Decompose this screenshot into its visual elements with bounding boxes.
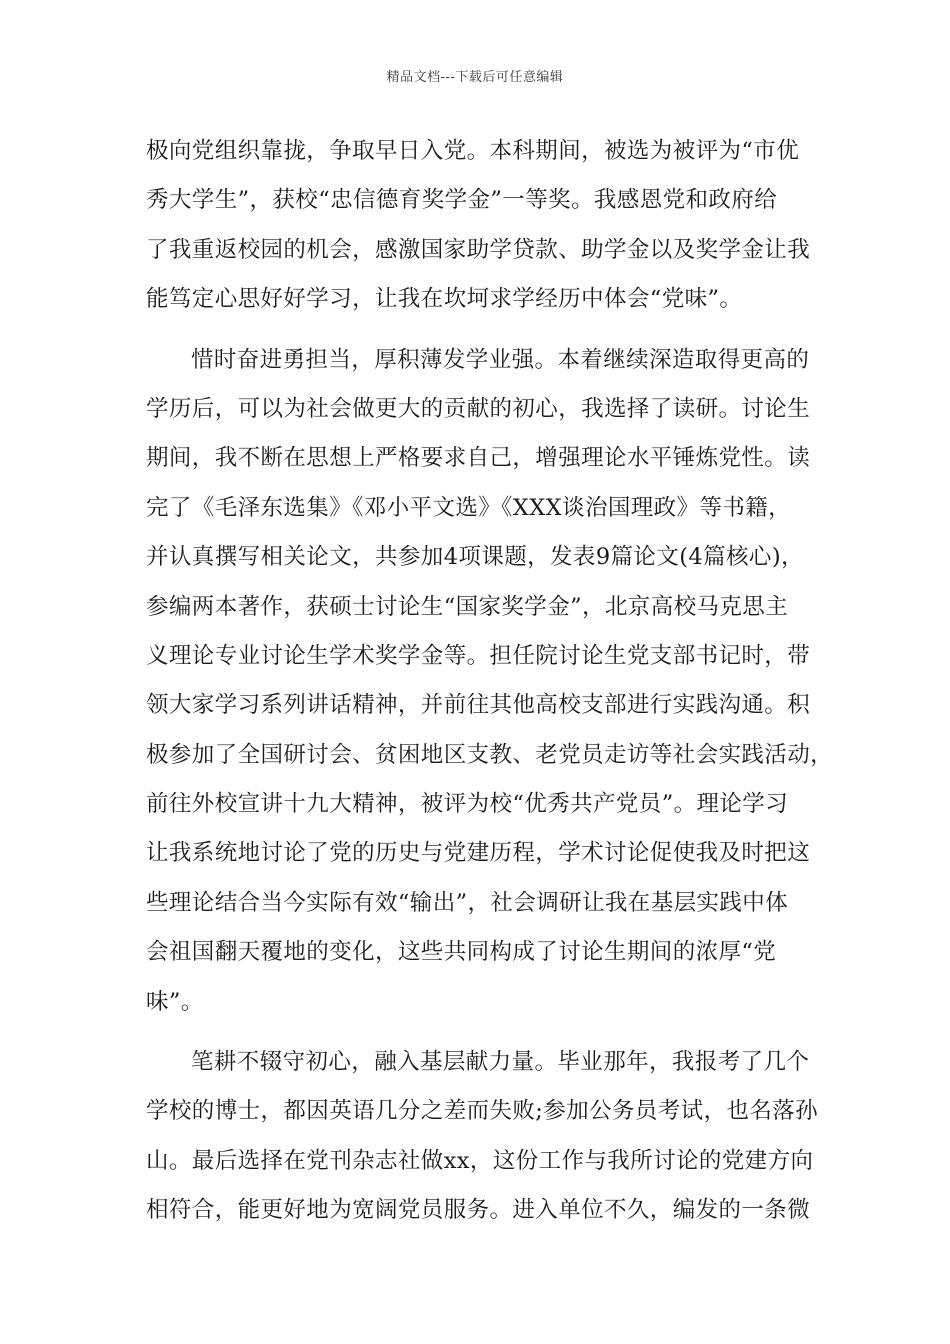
paragraph-2 [146, 336, 834, 1027]
paragraph-line: 笔耕不辍守初心，融入基层献力量。毕业那年，我报考了几个 [191, 1049, 810, 1076]
paragraph-line: 期间，我不断在思想上严格要求自己，增强理论水平锤炼党性。读 [146, 445, 811, 472]
paragraph-line: 相符合，能更好地为宽阔党员服务。进入单位不久，编发的一条微 [146, 1197, 811, 1224]
paragraph-3 [146, 1038, 826, 1236]
document-body [146, 127, 834, 1236]
paragraph-line: 义理论专业讨论生学术奖学金等。担任院讨论生党支部书记时，带 [146, 642, 811, 669]
paragraph-line: 会祖国翻天覆地的变化，这些共同构成了讨论生期间的浓厚“党 [146, 939, 777, 966]
paragraph-1 [146, 127, 826, 325]
paragraph-line: 秀大学生”，获校“忠信德育奖学金”一等奖。我感恩党和政府给 [146, 187, 778, 214]
paragraph-line: 让我系统地讨论了党的历史与党建历程，学术讨论促使我及时把这 [146, 840, 811, 867]
paragraph-line: 山。最后选择在党刊杂志社做xx，这份工作与我所讨论的党建方向 [146, 1147, 814, 1174]
paragraph-line: 完了《毛泽东选集》《邓小平文选》《XXX谈治国理政》等书籍， [146, 494, 792, 521]
paragraph-line: 惜时奋进勇担当，厚积薄发学业强。本着继续深造取得更高的 [191, 346, 810, 373]
paragraph-line: 学校的博士，都因英语几分之差而失败;参加公务员考试，也名落孙 [146, 1098, 819, 1125]
paragraph-line: 极参加了全国研讨会、贫困地区支教、老党员走访等社会实践活动， [146, 741, 834, 768]
paragraph-line: 学历后，可以为社会做更大的贡献的初心，我选择了读研。讨论生 [146, 395, 811, 422]
paragraph-line: 极向党组织靠拢，争取早日入党。本科期间，被选为被评为“市优 [146, 138, 800, 164]
page-header: 精品文档---下载后可任意编辑 [386, 70, 564, 85]
paragraph-line: 前往外校宣讲十九大精神，被评为校“优秀共产党员”。理论学习 [146, 791, 789, 818]
paragraph-line: 并认真撰写相关论文，共参加4项课题，发表9篇论文(4篇核心)， [146, 544, 804, 571]
paragraph-line: 能笃定心思好好学习，让我在坎坷求学经历中体会“党味”。 [146, 286, 743, 313]
paragraph-line: 领大家学习系列讲话精神，并前往其他高校支部进行实践沟通。积 [146, 692, 811, 719]
paragraph-line: 了我重返校园的机会，感激国家助学贷款、助学金以及奖学金让我 [146, 236, 811, 263]
paragraph-line: 参编两本著作，获硕士讨论生“国家奖学金”，北京高校马克思主 [146, 593, 789, 620]
paragraph-line: 些理论结合当今实际有效“输出”，社会调研让我在基层实践中体 [146, 889, 789, 916]
paragraph-line: 味”。 [146, 988, 204, 1015]
